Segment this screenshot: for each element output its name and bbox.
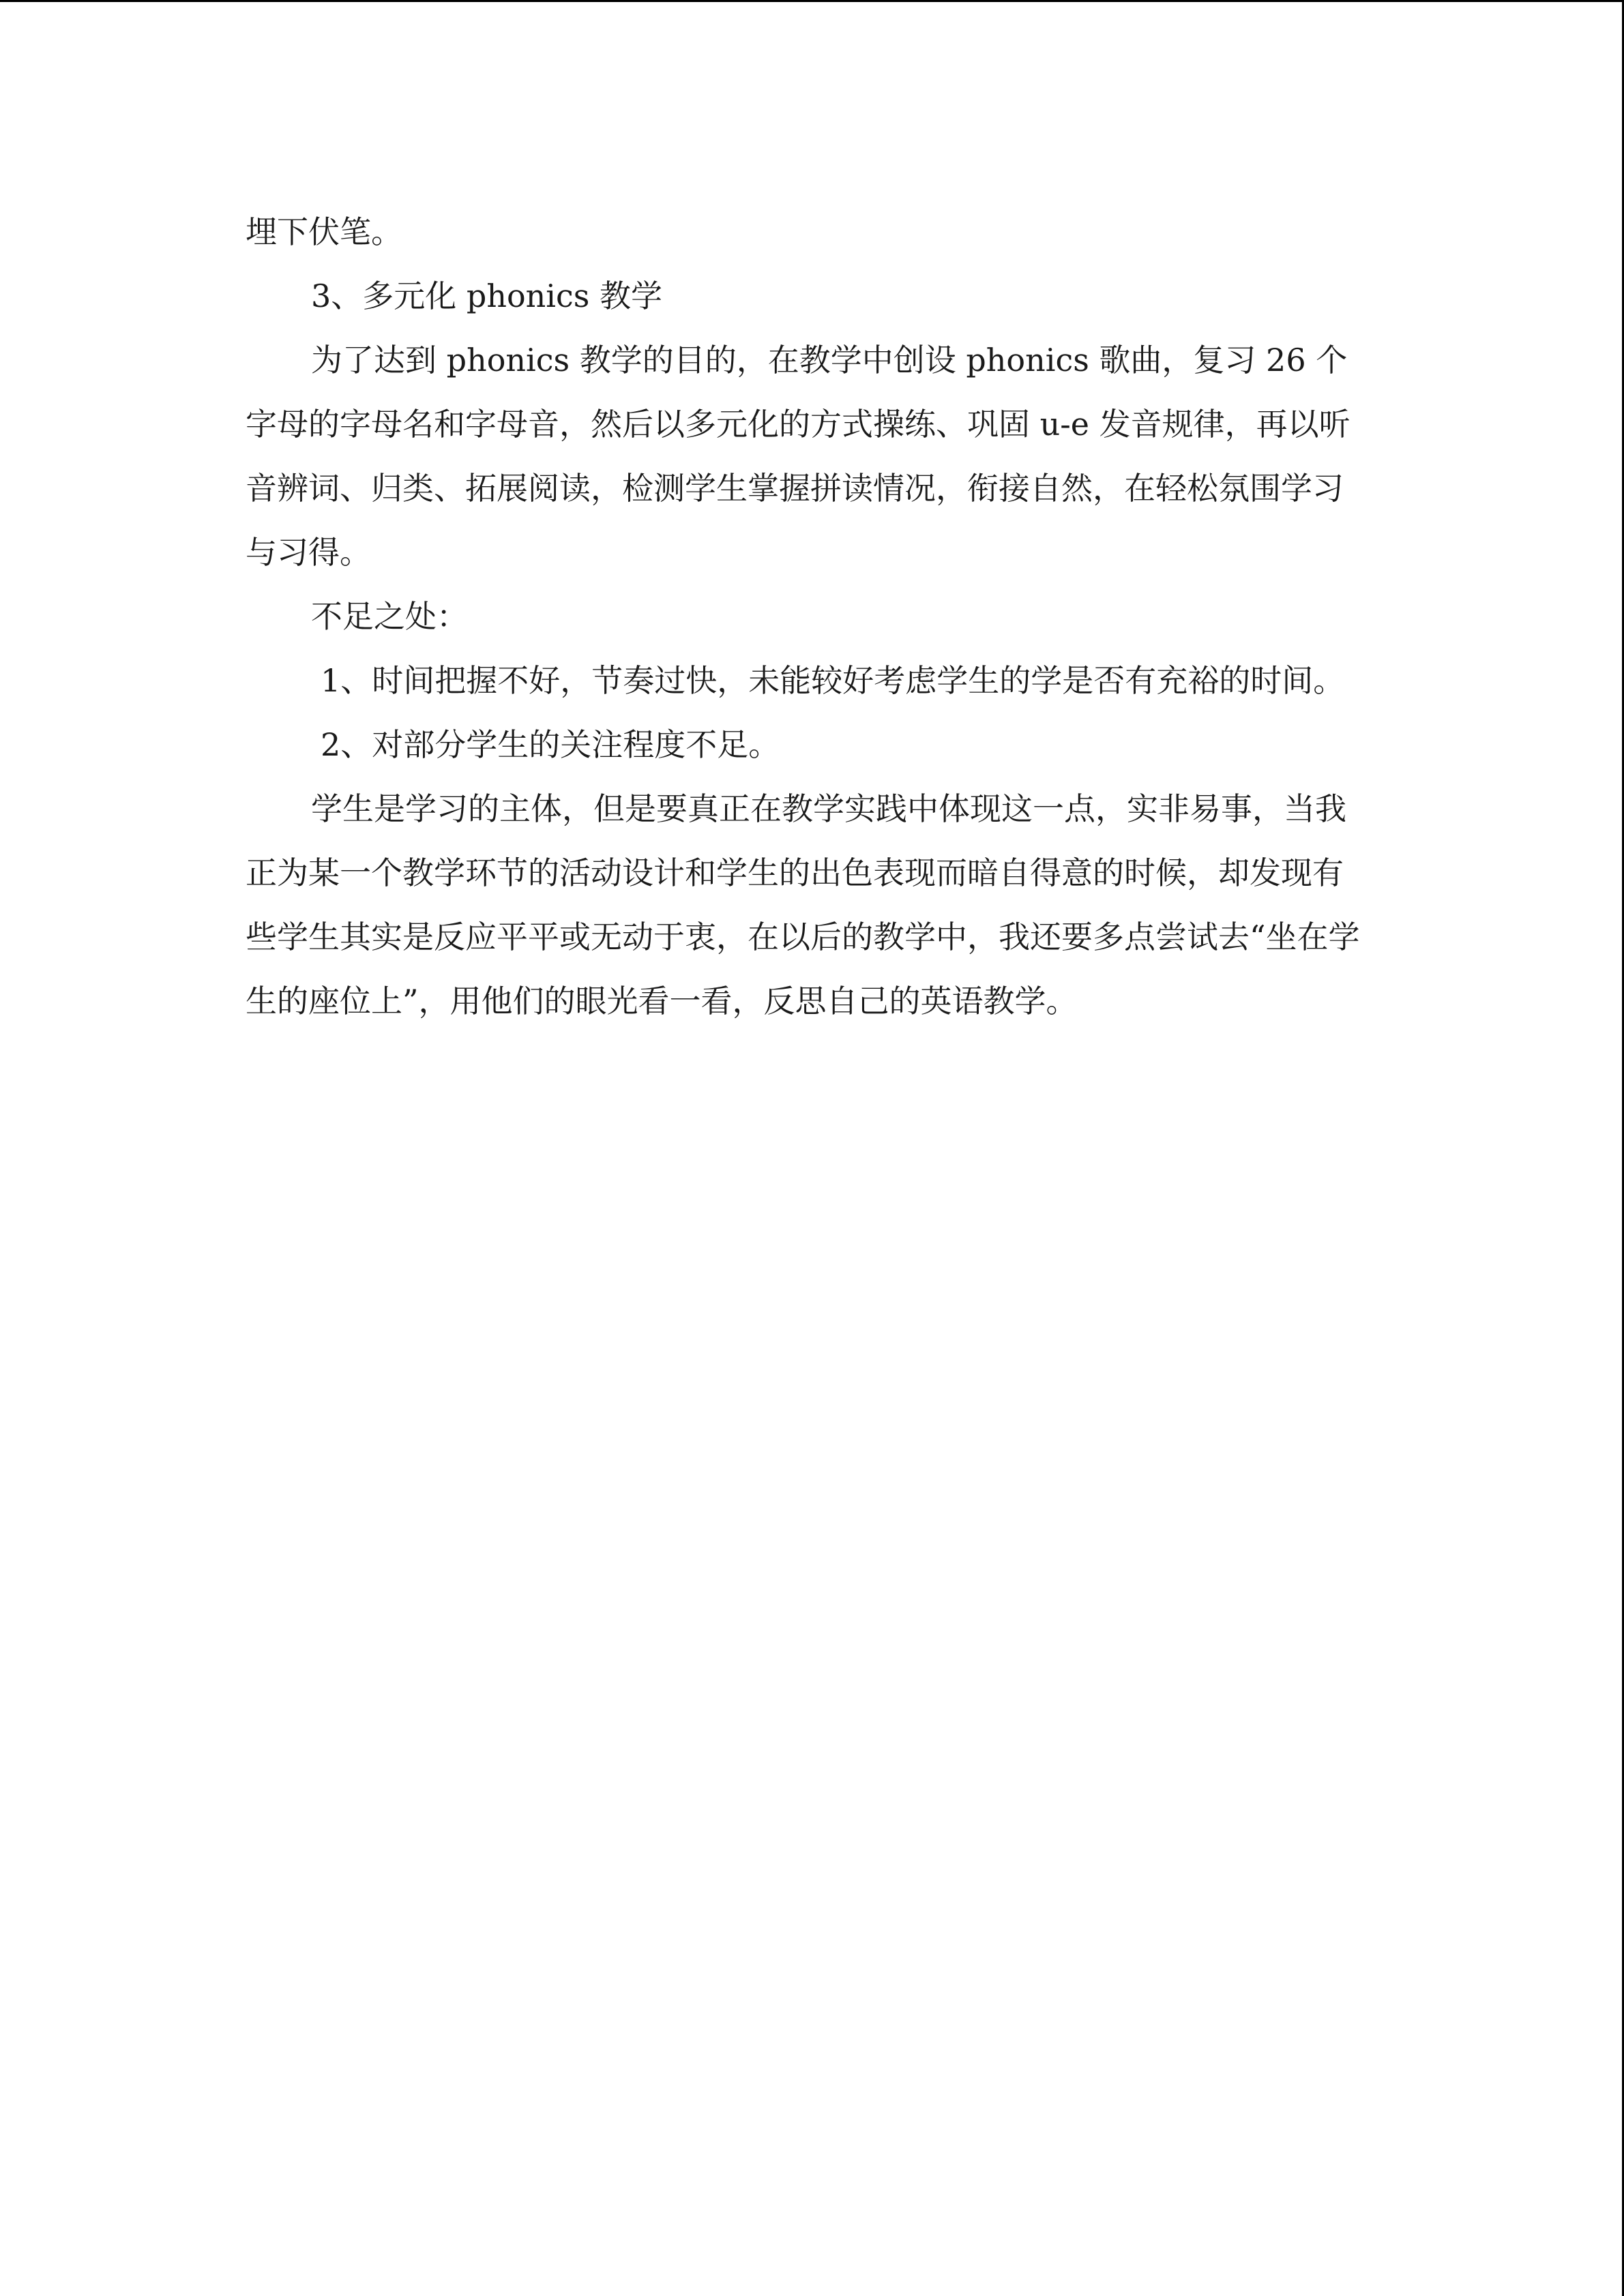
paragraph-phonics-teaching: 为了达到 phonics 教学的目的，在教学中创设 phonics 歌曲，复习 26 个字母的字母名和字母音，然后以多元化的方式操练、巩固 u-e 发音规律，再以听音辨词、归类、拓展阅读，检测学生掌握拼读情况，衔接自然，在轻松氛围学习与习得。 bbox=[246, 342, 1350, 571]
paragraph-continuation: 埋下伏笔。 bbox=[246, 213, 402, 250]
shortcoming-item-2: 2、对部分学生的关注程度不足。 bbox=[321, 726, 780, 763]
shortcoming-item-1: 1、时间把握不好，节奏过快，未能较好考虑学生的学是否有充裕的时间。 bbox=[321, 662, 1345, 699]
paragraph-reflection: 学生是学习的主体，但是要真正在教学实践中体现这一点，实非易事，当我正为某一个教学环节的活动设计和学生的出色表现而暗自得意的时候，却发现有些学生其实是反应平平或无动于衷，在以后的教学中，我还要多点尝试去“坐在学生的座位上”，用他们的眼光看一看，反思自己的英语教学。 bbox=[246, 790, 1360, 1019]
section-heading-phonics: 3、多元化 phonics 教学 bbox=[311, 278, 662, 314]
section-heading-shortcomings: 不足之处： bbox=[311, 598, 468, 635]
document-body bbox=[246, 200, 1364, 1033]
